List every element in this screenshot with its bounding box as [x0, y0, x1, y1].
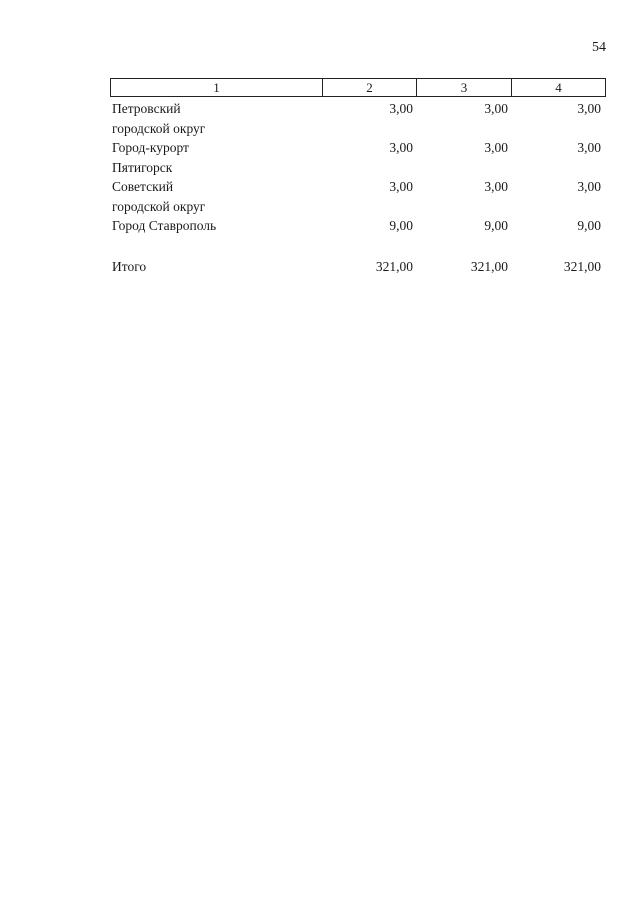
row-value-col3: 3,00 [484, 140, 508, 155]
total-value-col3: 321,00 [470, 258, 508, 274]
row-value-col3: 9,00 [484, 218, 508, 233]
page-number: 54 [592, 40, 606, 55]
table-header [110, 78, 606, 97]
row-value-col2: 9,00 [389, 218, 413, 233]
column-header-2: 2 [323, 79, 417, 96]
table-row [110, 216, 606, 236]
table-body [110, 99, 606, 276]
total-value-col4: 321,00 [563, 258, 601, 274]
column-header-3: 3 [417, 79, 512, 96]
table-row [110, 177, 606, 216]
row-name [110, 99, 322, 138]
row-name-text: Советский городской округ [112, 179, 206, 214]
table-row [110, 138, 606, 177]
row-value-col2: 3,00 [389, 179, 413, 194]
row-value-col4: 9,00 [577, 218, 601, 233]
row-value-col2: 3,00 [389, 101, 413, 116]
row-name [110, 177, 322, 216]
row-value-col4: 3,00 [577, 101, 601, 116]
table-row [110, 99, 606, 138]
row-name [110, 216, 322, 236]
row-name-text: Петровский городской округ [112, 101, 206, 136]
row-value-col3: 3,00 [484, 179, 508, 194]
total-value-col2: 321,00 [375, 258, 413, 274]
row-name-text: Город Ставрополь [112, 218, 217, 233]
row-name [110, 138, 322, 177]
row-value-col3: 3,00 [484, 101, 508, 116]
row-value-col2: 3,00 [389, 140, 413, 155]
row-name-text: Город-курорт Пятигорск [112, 140, 189, 175]
column-header-4: 4 [555, 80, 562, 95]
row-value-col4: 3,00 [577, 140, 601, 155]
total-label: Итого [112, 258, 147, 274]
total-row [110, 257, 606, 277]
row-value-col4: 3,00 [577, 179, 601, 194]
column-header-1: 1 [111, 79, 323, 96]
